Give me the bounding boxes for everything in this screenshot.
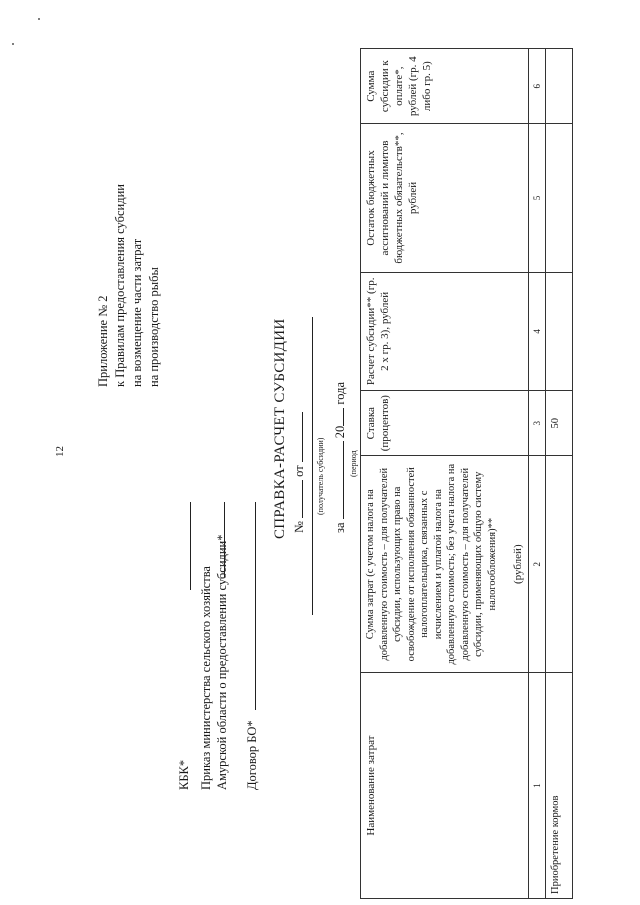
column-number: 4 (529, 272, 546, 390)
appendix-block (95, 184, 163, 387)
cost-name-cell: Приобретение кормов (546, 673, 573, 899)
rate-cell: 50 (546, 391, 573, 456)
table-row (546, 49, 573, 899)
order-fill-line (224, 502, 225, 577)
header-text: Сумма затрат (с учетом налога на добавленную стоимость – для получателей субсидии, использующих право на освобождение от исполнения обязанностей налогоплательщика, связанных с исчислением и уплатой налога на добавленную стоимость; без учета налога на добавленную стоимость – для получателей субсидии, применяющих общую систему налогообложения)** (365, 463, 498, 665)
remainder-cell (546, 124, 573, 272)
appendix-line: на возмещение части затрат (130, 238, 144, 387)
header-fields (176, 535, 260, 791)
contract-label: Договор БО* (245, 720, 259, 790)
column-number: 2 (529, 456, 546, 673)
year-label: года (333, 382, 347, 405)
contract-fill-line (255, 502, 256, 710)
subsidy-table (360, 48, 573, 899)
table-header-cell: Сумма субсидии к оплате*, рублей (гр. 4 либо гр. 5) (361, 49, 529, 124)
recipient-hint: (получатель субсидии) (316, 437, 325, 515)
period-line (333, 382, 348, 533)
page-number: 12 (54, 446, 66, 457)
appendix-line: к Правилам предоставления субсидии (113, 184, 127, 387)
kbk-label: КБК* (177, 759, 191, 790)
for-label: за (333, 522, 347, 533)
calc-cell (546, 272, 573, 390)
column-number: 1 (529, 673, 546, 899)
appendix-line: на производство рыбы (147, 267, 161, 387)
payment-cell (546, 49, 573, 124)
table-header-cell: Ставка (процентов) (361, 391, 529, 456)
column-number: 5 (529, 124, 546, 272)
number-line (292, 412, 307, 533)
recipient-line (312, 317, 313, 615)
from-label: от (292, 465, 306, 477)
scan-speck (38, 18, 40, 20)
order-label-1: Приказ министерства сельского хозяйства (199, 566, 213, 790)
column-number: 6 (529, 49, 546, 124)
kbk-fill-line (190, 502, 191, 590)
appendix-line: Приложение № 2 (96, 295, 110, 387)
number-label: № (292, 521, 306, 533)
year-prefix: 20 (333, 425, 347, 439)
table-header-cell: Остаток бюджетных ассигнований и лимитов бюджетных обязательств**, рублей (361, 124, 529, 272)
scan-speck (12, 43, 14, 45)
table-header-cell: Расчет субсидии** (гр. 2 х гр. 3), рублей (361, 272, 529, 390)
table-header-cell (361, 456, 529, 673)
column-number: 3 (529, 391, 546, 456)
period-hint: (период (349, 450, 358, 477)
column-number-row (529, 49, 546, 899)
form-title: СПРАВКА-РАСЧЕТ СУБСИДИИ (272, 318, 288, 539)
table-header-row (361, 49, 529, 899)
amount-cell (546, 456, 573, 673)
header-unit: (рублей) (512, 544, 524, 585)
order-label-2: Амурской области о предоставлении субсидии* (215, 534, 229, 790)
table-header-cell: Наименование затрат (361, 673, 529, 899)
